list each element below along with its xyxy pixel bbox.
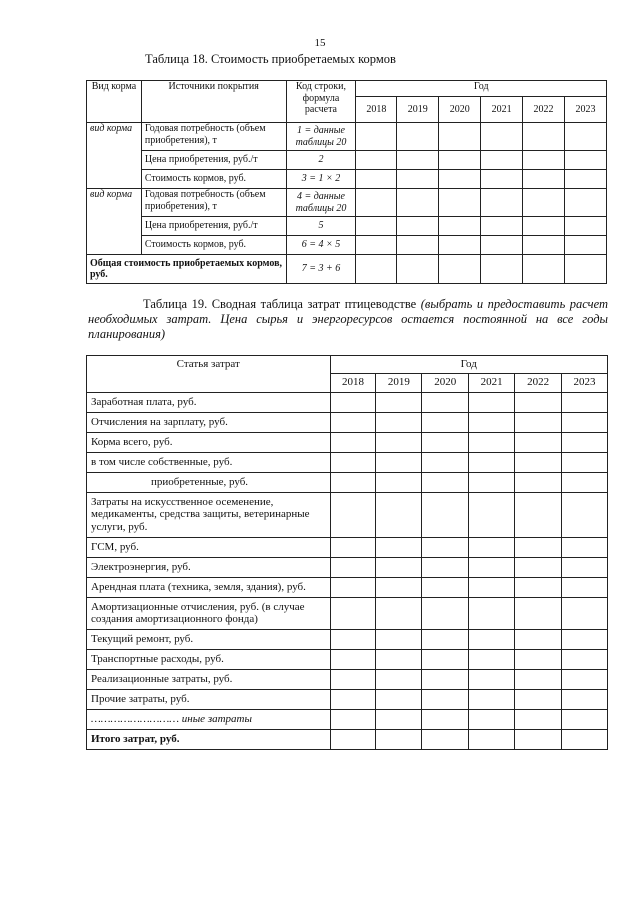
year-cell[interactable] bbox=[562, 472, 608, 492]
header-year: Год bbox=[330, 356, 608, 374]
year-cell[interactable] bbox=[562, 452, 608, 472]
header-kind: Вид корма bbox=[87, 81, 142, 123]
table-row bbox=[87, 472, 608, 492]
year-cell[interactable] bbox=[481, 151, 523, 170]
year-cell[interactable] bbox=[565, 236, 607, 255]
year-cell[interactable] bbox=[376, 649, 422, 669]
table-row bbox=[87, 669, 608, 689]
table-row bbox=[87, 649, 608, 669]
year-cell[interactable] bbox=[562, 597, 608, 629]
year-cell[interactable] bbox=[356, 170, 397, 189]
year-cell[interactable] bbox=[422, 557, 469, 577]
year-cell[interactable] bbox=[330, 729, 376, 749]
cost-item-label: Электроэнергия, руб. bbox=[87, 557, 331, 577]
cost-item-label: Амортизационные отчисления, руб. (в случае создания амортизационного фонда) bbox=[87, 597, 331, 629]
year-cell[interactable] bbox=[562, 729, 608, 749]
year-cell[interactable] bbox=[356, 236, 397, 255]
cost-item-label: ……………………… иные затраты bbox=[87, 709, 331, 729]
year-cell[interactable] bbox=[422, 689, 469, 709]
year-cell[interactable] bbox=[376, 537, 422, 557]
year-cell[interactable] bbox=[330, 432, 376, 452]
year-cell[interactable] bbox=[523, 170, 565, 189]
year-cell[interactable] bbox=[330, 689, 376, 709]
year-cell[interactable] bbox=[439, 236, 481, 255]
source-cell: Годовая потребность (объем приобретения), т bbox=[141, 189, 286, 217]
year-cell[interactable] bbox=[562, 649, 608, 669]
year-cell[interactable] bbox=[330, 629, 376, 649]
year-cell[interactable] bbox=[422, 432, 469, 452]
year-cell[interactable] bbox=[565, 189, 607, 217]
table-row bbox=[87, 392, 608, 412]
year-cell[interactable] bbox=[469, 557, 515, 577]
year-cell[interactable] bbox=[523, 151, 565, 170]
year-cell[interactable] bbox=[422, 709, 469, 729]
year-cell[interactable] bbox=[523, 217, 565, 236]
table-18 bbox=[86, 80, 607, 284]
source-cell: Годовая потребность (объем приобретения), т bbox=[141, 123, 286, 151]
year-cell[interactable] bbox=[469, 537, 515, 557]
table-row bbox=[87, 452, 608, 472]
header-source: Источники покрытия bbox=[141, 81, 286, 123]
year-cell[interactable] bbox=[330, 597, 376, 629]
page-number: 15 bbox=[314, 37, 326, 49]
year-cell[interactable] bbox=[356, 189, 397, 217]
year-cell[interactable] bbox=[481, 236, 523, 255]
code-cell: 2 bbox=[286, 151, 356, 170]
table-row bbox=[87, 537, 608, 557]
year-cell[interactable] bbox=[562, 432, 608, 452]
year-cell[interactable] bbox=[422, 729, 469, 749]
year-cell[interactable] bbox=[469, 709, 515, 729]
year-cell[interactable] bbox=[565, 123, 607, 151]
year-cell[interactable] bbox=[562, 557, 608, 577]
year-cell[interactable] bbox=[330, 537, 376, 557]
year-cell[interactable] bbox=[422, 452, 469, 472]
year-cell[interactable] bbox=[376, 492, 422, 537]
year-cell[interactable] bbox=[523, 123, 565, 151]
year-header: 2022 bbox=[515, 373, 562, 392]
feed-kind: вид корма bbox=[87, 123, 142, 189]
year-cell[interactable] bbox=[376, 452, 422, 472]
year-cell[interactable] bbox=[330, 452, 376, 472]
table-row bbox=[87, 629, 608, 649]
year-cell[interactable] bbox=[515, 597, 562, 629]
feed-kind: вид корма bbox=[87, 189, 142, 255]
year-cell[interactable] bbox=[397, 151, 439, 170]
cost-item-label: Прочие затраты, руб. bbox=[87, 689, 331, 709]
cost-item-label: ГСМ, руб. bbox=[87, 537, 331, 557]
cost-item-label: в том числе собственные, руб. bbox=[87, 452, 331, 472]
cost-item-label: Транспортные расходы, руб. bbox=[87, 649, 331, 669]
year-cell[interactable] bbox=[481, 189, 523, 217]
year-cell[interactable] bbox=[481, 170, 523, 189]
code-cell: 1 = данные таблицы 20 bbox=[286, 123, 356, 151]
year-cell[interactable] bbox=[439, 170, 481, 189]
year-cell[interactable] bbox=[330, 669, 376, 689]
table-row bbox=[87, 577, 608, 597]
year-cell[interactable] bbox=[523, 189, 565, 217]
year-cell[interactable] bbox=[469, 452, 515, 472]
year-cell[interactable] bbox=[376, 689, 422, 709]
table-row bbox=[87, 709, 608, 729]
year-cell[interactable] bbox=[356, 217, 397, 236]
year-cell[interactable] bbox=[330, 557, 376, 577]
year-cell[interactable] bbox=[376, 432, 422, 452]
year-cell[interactable] bbox=[330, 649, 376, 669]
year-cell[interactable] bbox=[523, 236, 565, 255]
year-cell[interactable] bbox=[562, 392, 608, 412]
year-cell[interactable] bbox=[469, 597, 515, 629]
year-cell[interactable] bbox=[469, 729, 515, 749]
year-cell[interactable] bbox=[515, 577, 562, 597]
cost-item-label: Арендная плата (техника, земля, здания), руб. bbox=[87, 577, 331, 597]
year-cell[interactable] bbox=[376, 577, 422, 597]
year-cell[interactable] bbox=[481, 123, 523, 151]
year-cell[interactable] bbox=[422, 392, 469, 412]
year-cell[interactable] bbox=[422, 669, 469, 689]
year-cell[interactable] bbox=[356, 151, 397, 170]
total-label: Общая стоимость приобретаемых кормов, руб. bbox=[90, 257, 282, 280]
year-cell[interactable] bbox=[515, 537, 562, 557]
cost-item-label: Текущий ремонт, руб. bbox=[87, 629, 331, 649]
year-cell[interactable] bbox=[330, 577, 376, 597]
year-cell[interactable] bbox=[562, 412, 608, 432]
year-cell[interactable] bbox=[515, 492, 562, 537]
year-cell[interactable] bbox=[515, 669, 562, 689]
year-cell[interactable] bbox=[515, 689, 562, 709]
year-cell[interactable] bbox=[376, 597, 422, 629]
code-cell: 5 bbox=[286, 217, 356, 236]
cost-item-label: Заработная плата, руб. bbox=[87, 392, 331, 412]
table-row bbox=[87, 689, 608, 709]
year-cell[interactable] bbox=[376, 557, 422, 577]
cost-item-label: Корма всего, руб. bbox=[87, 432, 331, 452]
year-cell[interactable] bbox=[397, 123, 439, 151]
year-cell[interactable] bbox=[565, 217, 607, 236]
year-header: 2018 bbox=[330, 373, 376, 392]
year-cell[interactable] bbox=[376, 412, 422, 432]
year-cell[interactable] bbox=[376, 669, 422, 689]
table-19 bbox=[86, 355, 608, 750]
year-cell[interactable] bbox=[439, 217, 481, 236]
year-cell[interactable] bbox=[330, 492, 376, 537]
year-cell[interactable] bbox=[330, 472, 376, 492]
year-cell[interactable] bbox=[376, 472, 422, 492]
year-cell[interactable] bbox=[469, 689, 515, 709]
year-cell[interactable] bbox=[565, 151, 607, 170]
table-19-caption-italic: (выбрать и предоставить расчет необходимых затрат. Цена сырья и энергоресурсов остается постоянной на все годы планирования) bbox=[88, 297, 609, 341]
year-header: 2021 bbox=[481, 97, 523, 123]
year-cell[interactable] bbox=[469, 412, 515, 432]
code-cell: 4 = данные таблицы 20 bbox=[286, 189, 356, 217]
year-cell[interactable] bbox=[562, 689, 608, 709]
year-cell[interactable] bbox=[439, 151, 481, 170]
year-cell[interactable] bbox=[515, 472, 562, 492]
year-cell[interactable] bbox=[376, 392, 422, 412]
year-header: 2020 bbox=[422, 373, 469, 392]
year-cell[interactable] bbox=[376, 709, 422, 729]
year-cell[interactable] bbox=[330, 392, 376, 412]
header-item: Статья затрат bbox=[87, 356, 331, 393]
year-cell[interactable] bbox=[515, 729, 562, 749]
cost-item-label: Отчисления на зарплату, руб. bbox=[87, 412, 331, 432]
year-cell[interactable] bbox=[515, 649, 562, 669]
code-cell: 3 = 1 × 2 bbox=[286, 170, 356, 189]
year-cell[interactable] bbox=[515, 557, 562, 577]
source-cell: Цена приобретения, руб./т bbox=[141, 151, 286, 170]
year-cell[interactable] bbox=[523, 255, 565, 284]
year-cell[interactable] bbox=[397, 236, 439, 255]
year-cell[interactable] bbox=[565, 170, 607, 189]
year-cell[interactable] bbox=[562, 629, 608, 649]
year-cell[interactable] bbox=[397, 170, 439, 189]
year-cell[interactable] bbox=[330, 412, 376, 432]
year-cell[interactable] bbox=[562, 492, 608, 537]
year-cell[interactable] bbox=[562, 537, 608, 557]
year-cell[interactable] bbox=[376, 729, 422, 749]
year-cell[interactable] bbox=[481, 255, 523, 284]
year-header: 2020 bbox=[439, 97, 481, 123]
year-header: 2019 bbox=[397, 97, 439, 123]
year-cell[interactable] bbox=[439, 123, 481, 151]
year-header: 2018 bbox=[356, 97, 397, 123]
source-cell: Стоимость кормов, руб. bbox=[141, 170, 286, 189]
year-header: 2021 bbox=[469, 373, 515, 392]
table-18-caption: Таблица 18. Стоимость приобретаемых кормов bbox=[145, 52, 396, 66]
source-cell: Цена приобретения, руб./т bbox=[141, 217, 286, 236]
year-cell[interactable] bbox=[469, 629, 515, 649]
year-cell[interactable] bbox=[397, 255, 439, 284]
year-cell[interactable] bbox=[469, 432, 515, 452]
year-cell[interactable] bbox=[397, 217, 439, 236]
year-cell[interactable] bbox=[515, 452, 562, 472]
year-cell[interactable] bbox=[562, 669, 608, 689]
year-cell[interactable] bbox=[469, 669, 515, 689]
year-cell[interactable] bbox=[515, 432, 562, 452]
table-19-caption-plain: Таблица 19. Сводная таблица затрат птицеводстве bbox=[143, 297, 417, 311]
year-cell[interactable] bbox=[439, 189, 481, 217]
year-cell[interactable] bbox=[515, 709, 562, 729]
year-cell[interactable] bbox=[515, 629, 562, 649]
year-cell[interactable] bbox=[422, 629, 469, 649]
year-cell[interactable] bbox=[422, 412, 469, 432]
year-cell[interactable] bbox=[422, 649, 469, 669]
year-cell[interactable] bbox=[439, 255, 481, 284]
table-19-caption bbox=[88, 297, 608, 342]
table-row bbox=[87, 557, 608, 577]
table-row bbox=[87, 729, 608, 749]
year-cell[interactable] bbox=[330, 709, 376, 729]
year-cell[interactable] bbox=[565, 255, 607, 284]
year-cell[interactable] bbox=[562, 577, 608, 597]
header-code: Код строки, формула расчета bbox=[286, 81, 356, 123]
cost-item-label: приобретенные, руб. bbox=[87, 472, 331, 492]
cost-item-label: Итого затрат, руб. bbox=[87, 729, 331, 749]
cost-item-label: Реализационные затраты, руб. bbox=[87, 669, 331, 689]
year-cell[interactable] bbox=[469, 649, 515, 669]
code-cell: 6 = 4 × 5 bbox=[286, 236, 356, 255]
year-cell[interactable] bbox=[422, 537, 469, 557]
table-row bbox=[87, 597, 608, 629]
year-cell[interactable] bbox=[422, 472, 469, 492]
year-cell[interactable] bbox=[422, 597, 469, 629]
year-cell[interactable] bbox=[422, 492, 469, 537]
source-cell: Стоимость кормов, руб. bbox=[141, 236, 286, 255]
year-cell[interactable] bbox=[515, 412, 562, 432]
year-cell[interactable] bbox=[469, 577, 515, 597]
year-cell[interactable] bbox=[515, 392, 562, 412]
total-code: 7 = 3 + 6 bbox=[286, 255, 356, 284]
header-year: Год bbox=[356, 81, 607, 97]
year-cell[interactable] bbox=[376, 629, 422, 649]
year-header: 2023 bbox=[565, 97, 607, 123]
year-cell[interactable] bbox=[481, 217, 523, 236]
year-cell[interactable] bbox=[397, 189, 439, 217]
table-row bbox=[87, 412, 608, 432]
year-cell[interactable] bbox=[562, 709, 608, 729]
cost-item-label: Затраты на искусственное осеменение, медикаменты, средства защиты, ветеринарные услуги, руб. bbox=[87, 492, 331, 537]
year-header: 2023 bbox=[562, 373, 608, 392]
year-cell[interactable] bbox=[356, 255, 397, 284]
year-cell[interactable] bbox=[356, 123, 397, 151]
table-row bbox=[87, 432, 608, 452]
year-header: 2022 bbox=[523, 97, 565, 123]
year-cell[interactable] bbox=[469, 472, 515, 492]
table-row bbox=[87, 492, 608, 537]
year-header: 2019 bbox=[376, 373, 422, 392]
year-cell[interactable] bbox=[422, 577, 469, 597]
year-cell[interactable] bbox=[469, 492, 515, 537]
year-cell[interactable] bbox=[469, 392, 515, 412]
